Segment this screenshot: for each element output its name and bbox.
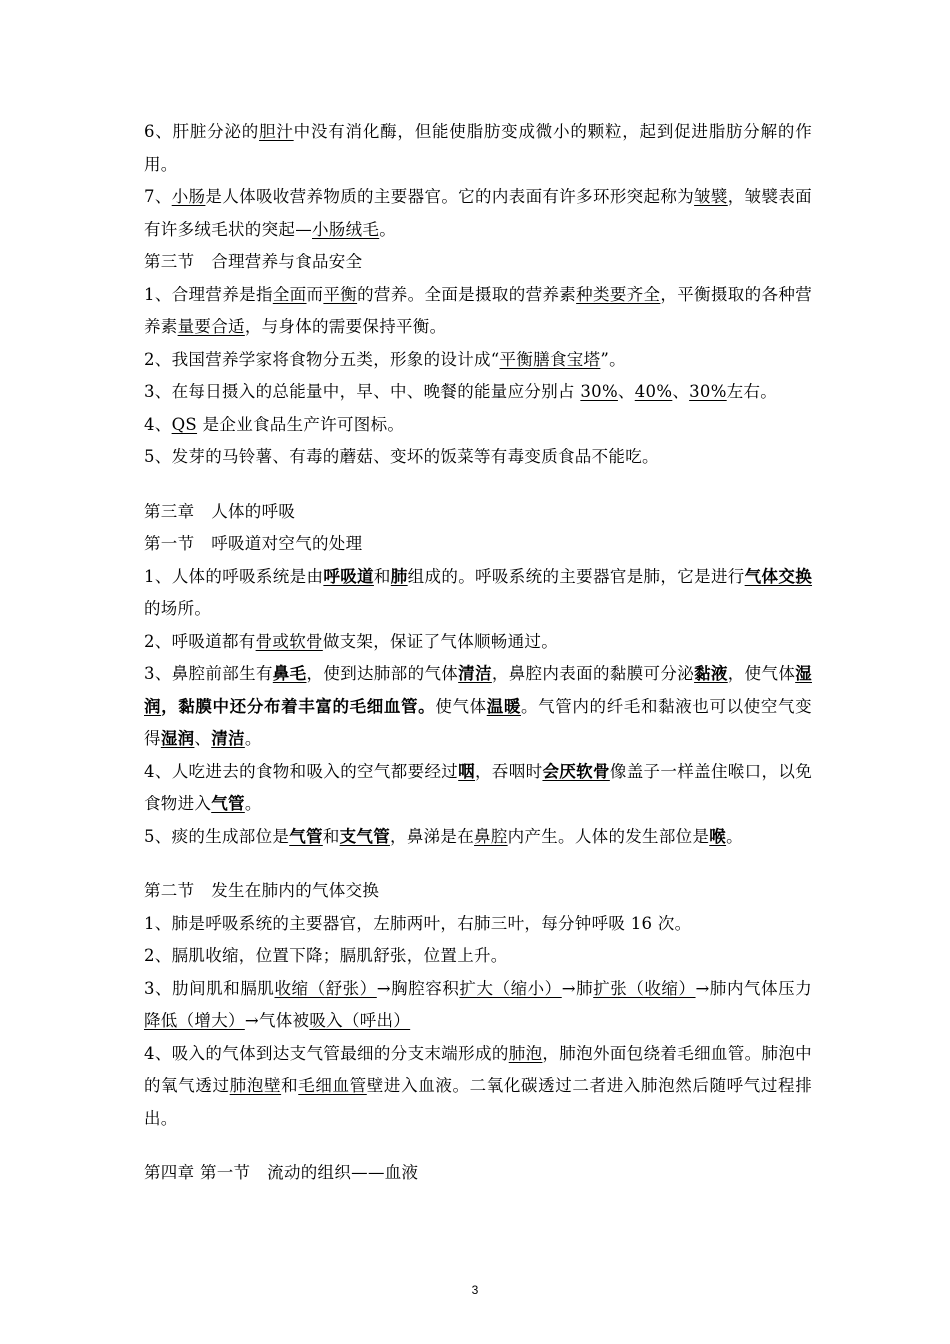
- key-term-underline: [709, 827, 726, 846]
- underlined-term: 肺泡: [508, 1043, 543, 1063]
- underlined-term: 吸入（呼出）: [309, 1011, 411, 1030]
- text-run: 左右。: [726, 382, 778, 401]
- page-number: 3: [471, 1283, 479, 1297]
- text-run: 。: [379, 219, 397, 239]
- text-run: 、: [194, 729, 212, 748]
- paragraph: [144, 973, 812, 1038]
- key-term: 呼吸道: [323, 566, 374, 586]
- text-run: 和: [373, 566, 391, 586]
- underlined-term: 全面: [272, 284, 307, 304]
- key-term: 湿润: [144, 664, 812, 716]
- paragraph: [144, 496, 812, 529]
- text-run: 和: [281, 1076, 299, 1095]
- paragraph: [144, 875, 812, 908]
- key-term: 气体交换: [744, 566, 813, 586]
- key-term: 湿润: [160, 729, 195, 748]
- underlined-term: 毛细血管: [298, 1076, 367, 1095]
- text-run: 是人体吸收营养物质的主要器官。它的内表面有许多环形突起称为: [205, 187, 695, 206]
- underlined-term: 胆汁: [259, 122, 294, 141]
- key-term: 清洁: [458, 664, 492, 683]
- key-term-underline: [487, 697, 521, 716]
- bold-run: [161, 697, 435, 716]
- text-run: 3、在每日摄入的总能量中，早、中、晚餐的能量应分别占: [144, 382, 581, 401]
- text-run: 、: [617, 382, 635, 401]
- text-run: 4、: [144, 414, 172, 434]
- key-term: 支气管: [339, 826, 391, 846]
- key-term-underline: [745, 567, 812, 586]
- key-term: 会厌软骨: [542, 761, 610, 781]
- underlined-term: 降低（增大）: [144, 1011, 245, 1030]
- text-run: 5、发芽的马铃薯、有毒的蘑菇、变坏的饭菜等有毒变质食品不能吃。: [144, 447, 659, 466]
- key-term-underline: [211, 794, 245, 813]
- underlined-term: 扩张（收缩）: [593, 978, 696, 998]
- paragraph: [144, 658, 812, 756]
- key-term: 清洁: [211, 729, 245, 748]
- text-run: ，肺泡外面包绕着毛细血管。肺泡中的氧气透过: [144, 1043, 812, 1095]
- key-term: 咽: [458, 761, 476, 781]
- paragraph: [144, 908, 812, 941]
- paragraph: [144, 1038, 812, 1136]
- underlined-term: 种类要齐全: [576, 284, 661, 304]
- text-run: 2、呼吸道都有: [144, 631, 256, 651]
- paragraph: [144, 626, 812, 659]
- text-run: 2、我国营养学家将食物分五类，形象的设计成“: [144, 349, 500, 369]
- text-run: 是企业食品生产许可图标。: [197, 414, 405, 434]
- section-gap: [144, 474, 812, 496]
- text-run: 做支架，保证了气体顺畅通过。: [322, 631, 559, 651]
- underlined-term: 平衡: [323, 284, 358, 304]
- text-run: →肺: [561, 978, 594, 998]
- underlined-term: 鼻腔: [474, 826, 508, 846]
- key-term: 黏液: [694, 664, 728, 683]
- paragraph: [144, 561, 812, 626]
- text-run: 6、肝脏分泌的: [144, 122, 260, 141]
- key-term-underline: [340, 827, 390, 846]
- text-run: 组成的。呼吸系统的主要器官是肺，它是进行: [407, 566, 745, 586]
- paragraph: [144, 279, 812, 344]
- paragraph: [144, 409, 812, 442]
- paragraph: [144, 821, 812, 854]
- text-run: 的场所。: [144, 599, 212, 618]
- underlined-term: 骨或软骨: [255, 631, 323, 651]
- text-run: ，鼻涕是在: [390, 826, 475, 846]
- text-run: 。: [244, 729, 262, 748]
- key-term-underline: [391, 567, 408, 586]
- text-run: 和: [322, 826, 340, 846]
- underlined-term: 收缩（舒张）: [274, 978, 377, 998]
- text-run: 4、吸入的气体到达支气管最细的分支末端形成的: [144, 1043, 509, 1063]
- text-run: ，与身体的需要保持平衡。: [244, 317, 447, 336]
- text-run: 、: [672, 382, 690, 401]
- paragraph: [144, 528, 812, 561]
- text-run: 。: [244, 794, 262, 813]
- text-run: 1、合理营养是指: [144, 284, 273, 304]
- document-page: [144, 116, 812, 1190]
- paragraph: [144, 181, 812, 246]
- paragraph: [144, 246, 812, 279]
- paragraph: [144, 441, 812, 474]
- underlined-term: 小肠: [171, 187, 206, 206]
- key-term-underline: [161, 729, 195, 748]
- key-term-underline: [289, 827, 323, 846]
- text-run: 的营养。全面是摄取的营养素: [357, 284, 577, 304]
- key-term-underline: [542, 762, 609, 781]
- text-run: ”。: [600, 349, 626, 369]
- paragraph: [144, 756, 812, 821]
- text-run: 2、膈肌收缩，位置下降；膈肌舒张，位置上升。: [144, 946, 508, 965]
- underlined-term: 30%: [689, 382, 727, 401]
- text-run: ，吞咽时: [475, 761, 543, 781]
- section-gap: [144, 853, 812, 875]
- text-run: 3、鼻腔前部生有: [144, 664, 273, 683]
- bold-text: ，黏膜中还分布着丰富的毛细血管。: [161, 696, 436, 716]
- key-term-underline: [458, 664, 492, 683]
- key-term-underline: [211, 729, 245, 748]
- text-run: 使气体: [435, 696, 487, 716]
- paragraph: [144, 116, 812, 181]
- key-term-underline: [694, 664, 728, 683]
- text-run: 中没有消化酶，但能使脂肪变成微小的颗粒，起到促进脂肪分解的作用。: [144, 122, 812, 174]
- text-run: 7、: [144, 187, 172, 206]
- paragraph: [144, 376, 812, 409]
- paragraph: [144, 940, 812, 973]
- key-term: 气管: [211, 794, 245, 813]
- text-run: 。气管内的纤毛和黏液也可以使空气变得: [144, 696, 812, 748]
- underlined-term: 小肠绒毛: [312, 219, 380, 239]
- text-run: 3、肋间肌和膈肌: [144, 978, 275, 998]
- text-run: 1、人体的呼吸系统是由: [144, 566, 324, 586]
- paragraph: [144, 1157, 812, 1190]
- text-run: →胸腔容积: [376, 978, 460, 998]
- key-term-underline: [458, 762, 475, 781]
- underlined-term: 量要合适: [177, 317, 245, 336]
- text-run: 。: [726, 826, 743, 846]
- text-run: 5、痰的生成部位是: [144, 826, 290, 846]
- underlined-term: 平衡膳食宝塔: [499, 349, 601, 369]
- text-run: 壁进入血液。二氧化碳透过二者进入肺泡然后随呼气过程排出。: [144, 1076, 812, 1128]
- key-term-underline: [323, 567, 374, 586]
- text-run: 第三章 人体的呼吸: [144, 501, 296, 521]
- text-run: 而: [306, 284, 324, 304]
- key-term: 肺: [390, 566, 408, 586]
- text-run: ，皱襞表面有许多绒毛状的突起—: [144, 187, 812, 239]
- text-run: ，平衡摄取的各种营养素: [144, 284, 813, 336]
- text-run: ，使到达肺部的气体: [306, 664, 459, 683]
- text-run: ，使气体: [727, 664, 796, 683]
- key-term: 气管: [289, 826, 323, 846]
- section-gap: [144, 1135, 812, 1157]
- text-run: ，鼻腔内表面的黏膜可分泌: [491, 664, 695, 683]
- text-run: 第四章 第一节 流动的组织——血液: [144, 1163, 419, 1182]
- text-run: 第三节 合理营养与食品安全: [144, 252, 363, 271]
- text-run: →肺内气体压力: [695, 978, 812, 998]
- paragraph: [144, 344, 812, 377]
- underlined-term: QS: [171, 414, 198, 434]
- text-run: 第一节 呼吸道对空气的处理: [144, 534, 363, 553]
- underlined-term: 肺泡壁: [229, 1076, 282, 1095]
- text-run: 4、人吃进去的食物和吸入的空气都要经过: [144, 761, 459, 781]
- text-run: 第二节 发生在肺内的气体交换: [144, 881, 380, 900]
- underlined-term: 40%: [634, 382, 673, 401]
- text-run: →气体被: [244, 1011, 310, 1030]
- text-run: 内产生。人体的发生部位是: [507, 826, 710, 846]
- underlined-term: 30%: [580, 382, 618, 401]
- text-run: 像盖子一样盖住喉口，以免食物进入: [144, 761, 812, 813]
- key-term-underline: [273, 664, 307, 683]
- key-term: 鼻毛: [272, 664, 307, 683]
- underlined-term: 扩大（缩小）: [459, 978, 562, 998]
- underlined-term: 皱襞: [694, 187, 728, 206]
- key-term: 温暖: [486, 696, 522, 716]
- key-term: 喉: [709, 826, 727, 846]
- text-run: 1、肺是呼吸系统的主要器官，左肺两叶，右肺三叶，每分钟呼吸 16 次。: [144, 913, 692, 933]
